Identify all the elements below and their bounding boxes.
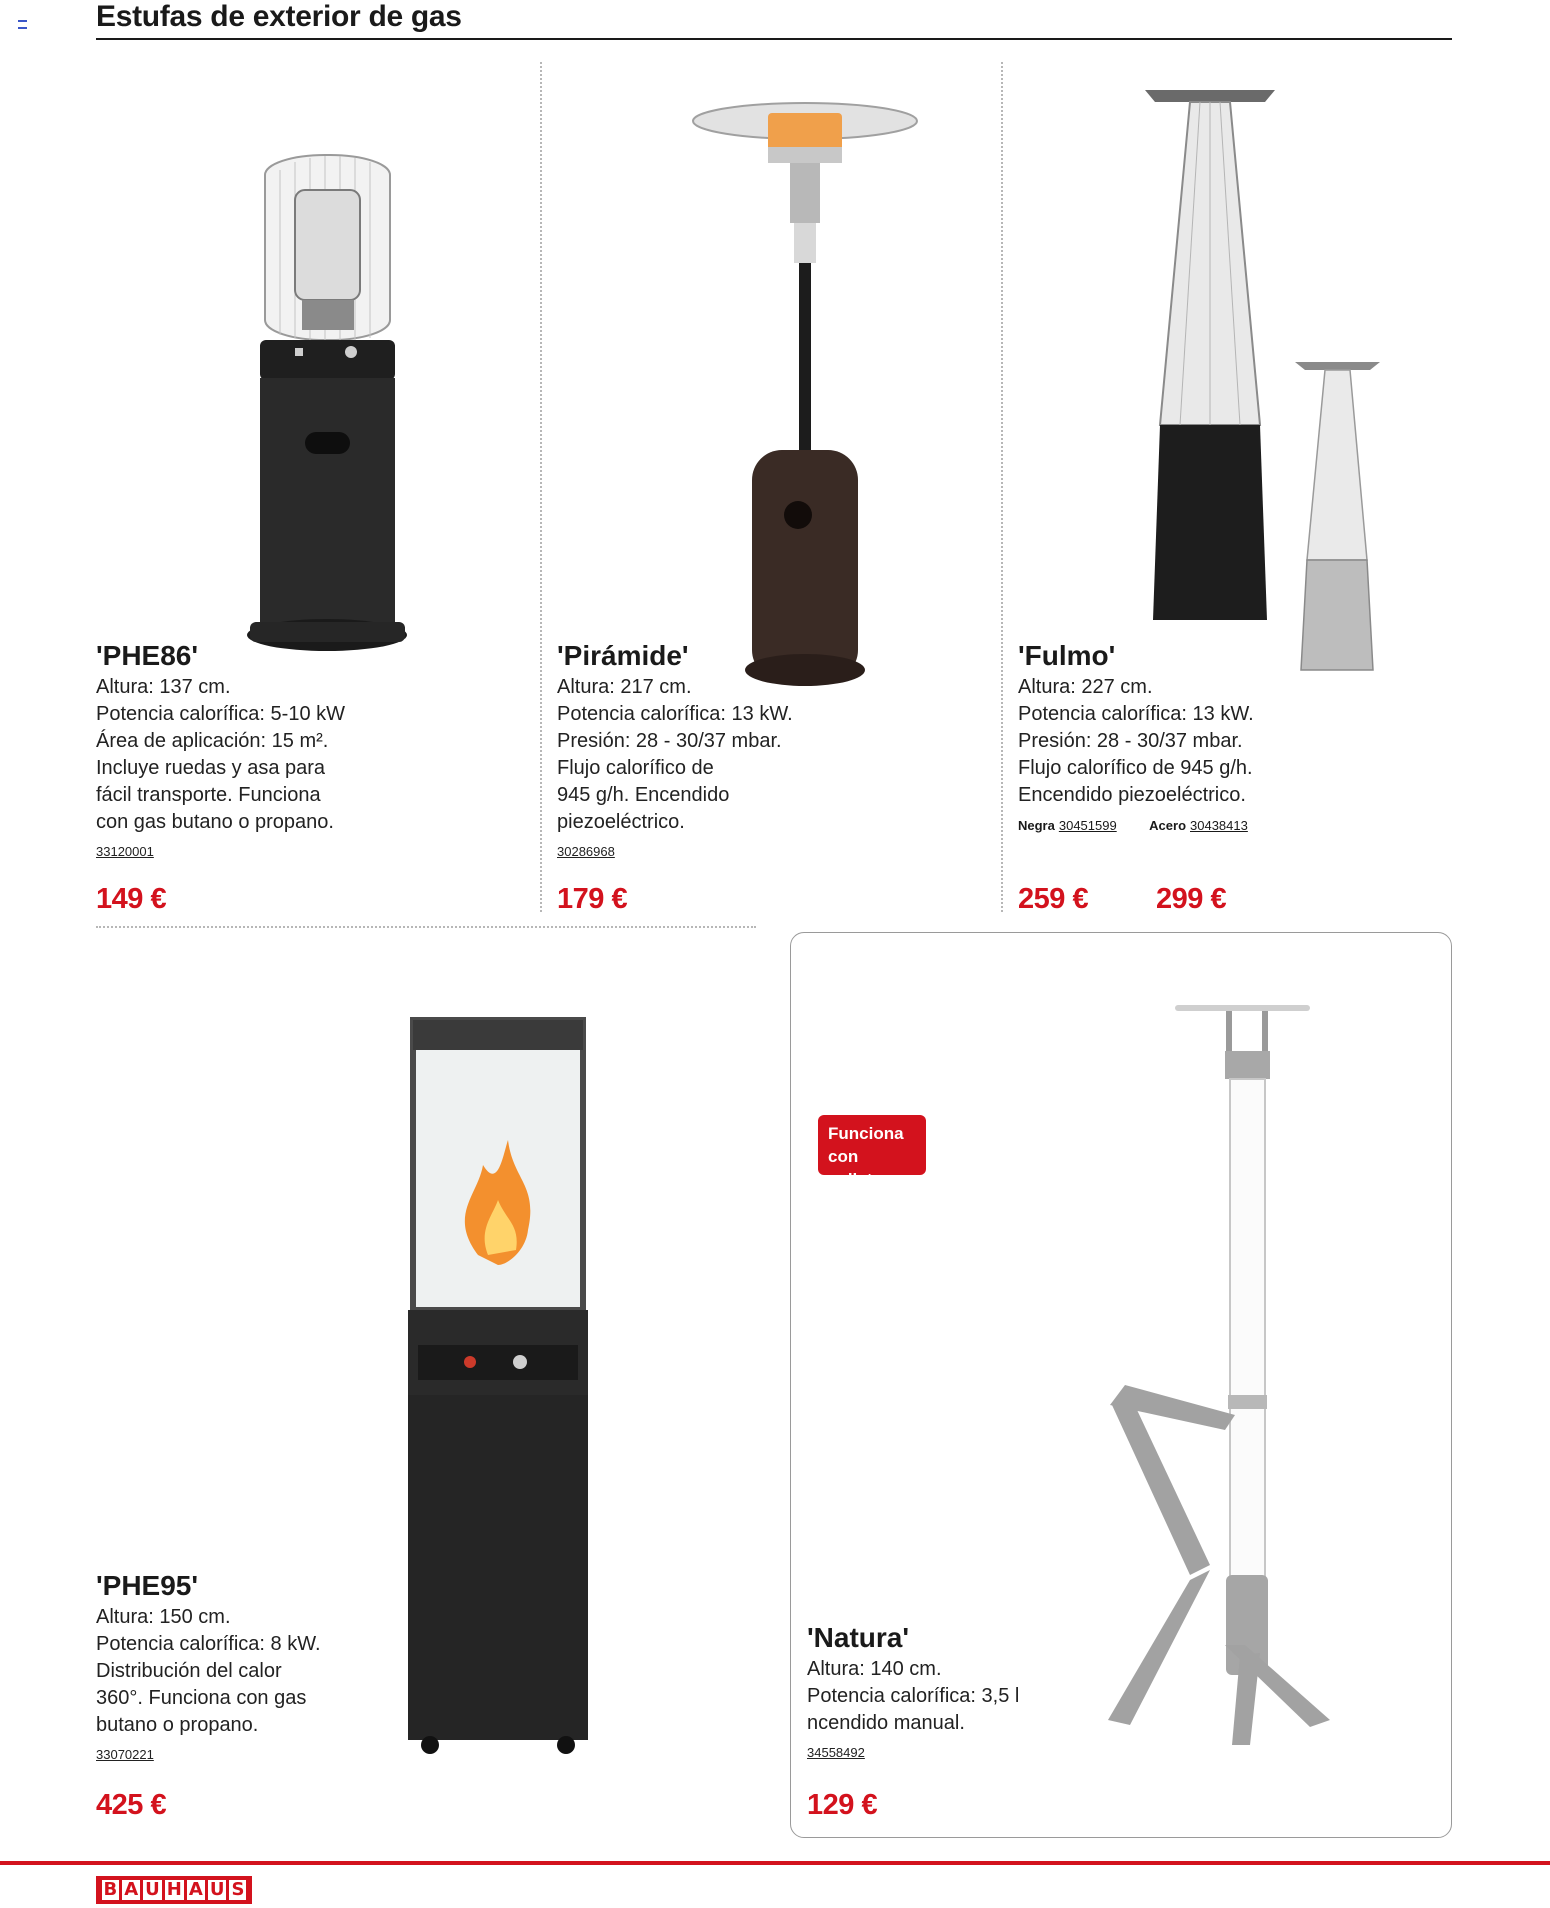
logo-letter: B <box>103 1879 118 1900</box>
product-description: Altura: 137 cm. Potencia calorífica: 5-10 kW Área de aplicación: 15 m². Incluye ruedas y asa para fácil transporte. Funciona con gas butano o propano. <box>96 676 345 833</box>
price-piramide: 179 € <box>557 883 628 915</box>
product-ref[interactable]: 33070221 <box>96 1747 154 1762</box>
product-natura <box>807 1622 1207 1760</box>
variant-label: Acero <box>1149 818 1187 833</box>
piramide-heater-image <box>690 95 920 695</box>
title-rule <box>96 38 1452 40</box>
logo-letter: U <box>209 1879 225 1900</box>
row-divider <box>96 926 756 928</box>
product-phe95 <box>96 1570 496 1762</box>
product-name: 'PHE95' <box>96 1570 199 1601</box>
price-fulmo-negra: 259 € <box>1018 883 1089 915</box>
fulmo-heater-image <box>1135 80 1385 680</box>
logo-letter: A <box>188 1879 203 1900</box>
price-phe95: 425 € <box>96 1789 167 1821</box>
product-name: 'Fulmo' <box>1018 640 1116 671</box>
product-piramide <box>557 640 957 859</box>
corner-mark <box>18 20 27 29</box>
column-divider-1 <box>540 62 542 912</box>
pellets-badge: Funciona con pellets <box>818 1115 926 1175</box>
variant-negra <box>1018 818 1117 833</box>
logo-letter: H <box>166 1879 182 1900</box>
product-description: Altura: 150 cm. Potencia calorífica: 8 kW. Distribución del calor 360°. Funciona con gas butano o propano. <box>96 1606 321 1736</box>
product-ref[interactable]: 34558492 <box>807 1745 865 1760</box>
product-description: Altura: 217 cm. Potencia calorífica: 13 kW. Presión: 28 - 30/37 mbar. Flujo calorífico de 945 g/h. Encendido piezoeléctrico. <box>557 676 793 833</box>
logo-letter: S <box>231 1879 245 1900</box>
product-name: 'Natura' <box>807 1622 910 1653</box>
product-ref[interactable]: 30286968 <box>557 844 615 859</box>
bauhaus-logo <box>96 1876 252 1904</box>
price-phe86: 149 € <box>96 883 167 915</box>
variant-acero <box>1149 818 1248 833</box>
product-description: Altura: 227 cm. Potencia calorífica: 13 kW. Presión: 28 - 30/37 mbar. Flujo calorífico de 945 g/h. Encendido piezoeléctrico. <box>1018 676 1254 806</box>
variant-ref[interactable]: 30438413 <box>1190 818 1248 833</box>
product-name: 'PHE86' <box>96 640 199 671</box>
variant-label: Negra <box>1018 818 1055 833</box>
product-name: 'Pirámide' <box>557 640 689 671</box>
logo-letter: U <box>145 1879 160 1900</box>
logo-letter: A <box>124 1879 139 1900</box>
price-fulmo-acero: 299 € <box>1156 883 1227 915</box>
product-description: Altura: 140 cm. Potencia calorífica: 3,5 l ncendido manual. <box>807 1658 1020 1734</box>
product-phe86 <box>96 640 496 859</box>
footer-rule <box>0 1861 1550 1865</box>
product-fulmo <box>1018 640 1438 835</box>
page-title: Estufas de exterior de gas <box>96 0 462 33</box>
column-divider-2 <box>1001 62 1003 912</box>
product-ref[interactable]: 33120001 <box>96 844 154 859</box>
price-natura: 129 € <box>807 1789 878 1821</box>
phe86-heater-image <box>240 150 430 680</box>
variant-ref[interactable]: 30451599 <box>1058 818 1117 833</box>
